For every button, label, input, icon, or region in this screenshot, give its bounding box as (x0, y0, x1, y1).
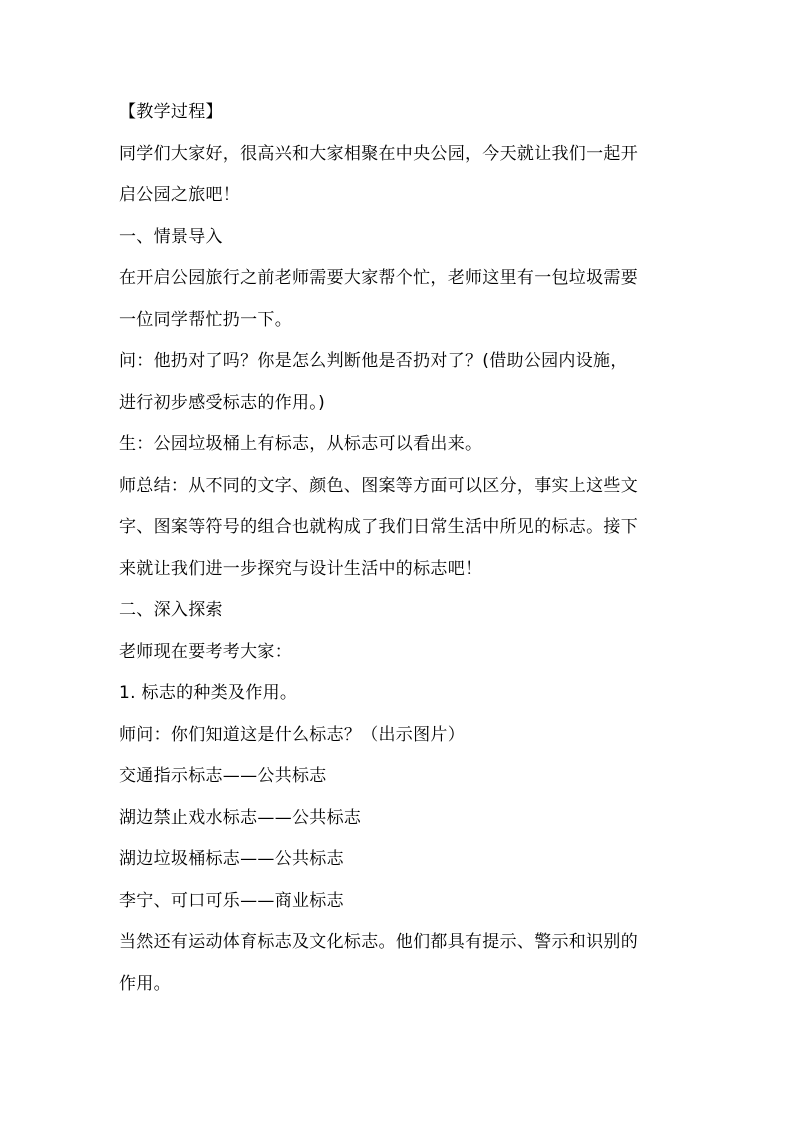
paragraph-line: 老师现在要考考大家： (119, 641, 292, 662)
list-item: 湖边禁止戏水标志——公共标志 (119, 807, 362, 828)
list-item: 湖边垃圾桶标志——公共标志 (119, 849, 344, 869)
section-heading: 二、深入探索 (119, 600, 223, 620)
paragraph-line: 生：公园垃圾桶上有标志，从标志可以看出来。 (119, 434, 483, 454)
paragraph-line: 进行初步感受标志的作用。) (119, 392, 326, 413)
paragraph-line: 当然还有运动体育标志及文化标志。他们都具有提示、警示和识别的 (119, 932, 638, 952)
paragraph-line: 师总结：从不同的文字、颜色、图案等方面可以区分，事实上这些文 (119, 475, 638, 496)
section-heading: 【教学过程】 (119, 102, 223, 122)
paragraph-line: 一位同学帮忙扔一下。 (119, 309, 292, 330)
list-item: 交通指示标志——公共标志 (119, 766, 327, 786)
section-heading: 一、情景导入 (119, 226, 223, 247)
paragraph-line: 作用。 (119, 973, 171, 994)
paragraph-line: 问：他扔对了吗？你是怎么判断他是否扔对了？(借助公园内设施， (119, 351, 628, 371)
paragraph-line: 字、图案等符号的组合也就构成了我们日常生活中所见的标志。接下 (119, 517, 638, 537)
paragraph-line: 在开启公园旅行之前老师需要大家帮个忙，老师这里有一包垃圾需要 (119, 268, 638, 288)
paragraph-line: 同学们大家好，很高兴和大家相聚在中央公园，今天就让我们一起开 (119, 143, 638, 164)
paragraph-line: 启公园之旅吧！ (119, 185, 241, 205)
paragraph-line: 来就让我们进一步探究与设计生活中的标志吧！ (119, 558, 483, 579)
subsection-heading: 1. 标志的种类及作用。 (119, 683, 298, 703)
paragraph-line: 师问：你们知道这是什么标志？（出示图片） (119, 724, 465, 745)
document-body (119, 102, 679, 1015)
list-item: 李宁、可口可乐——商业标志 (119, 890, 344, 911)
